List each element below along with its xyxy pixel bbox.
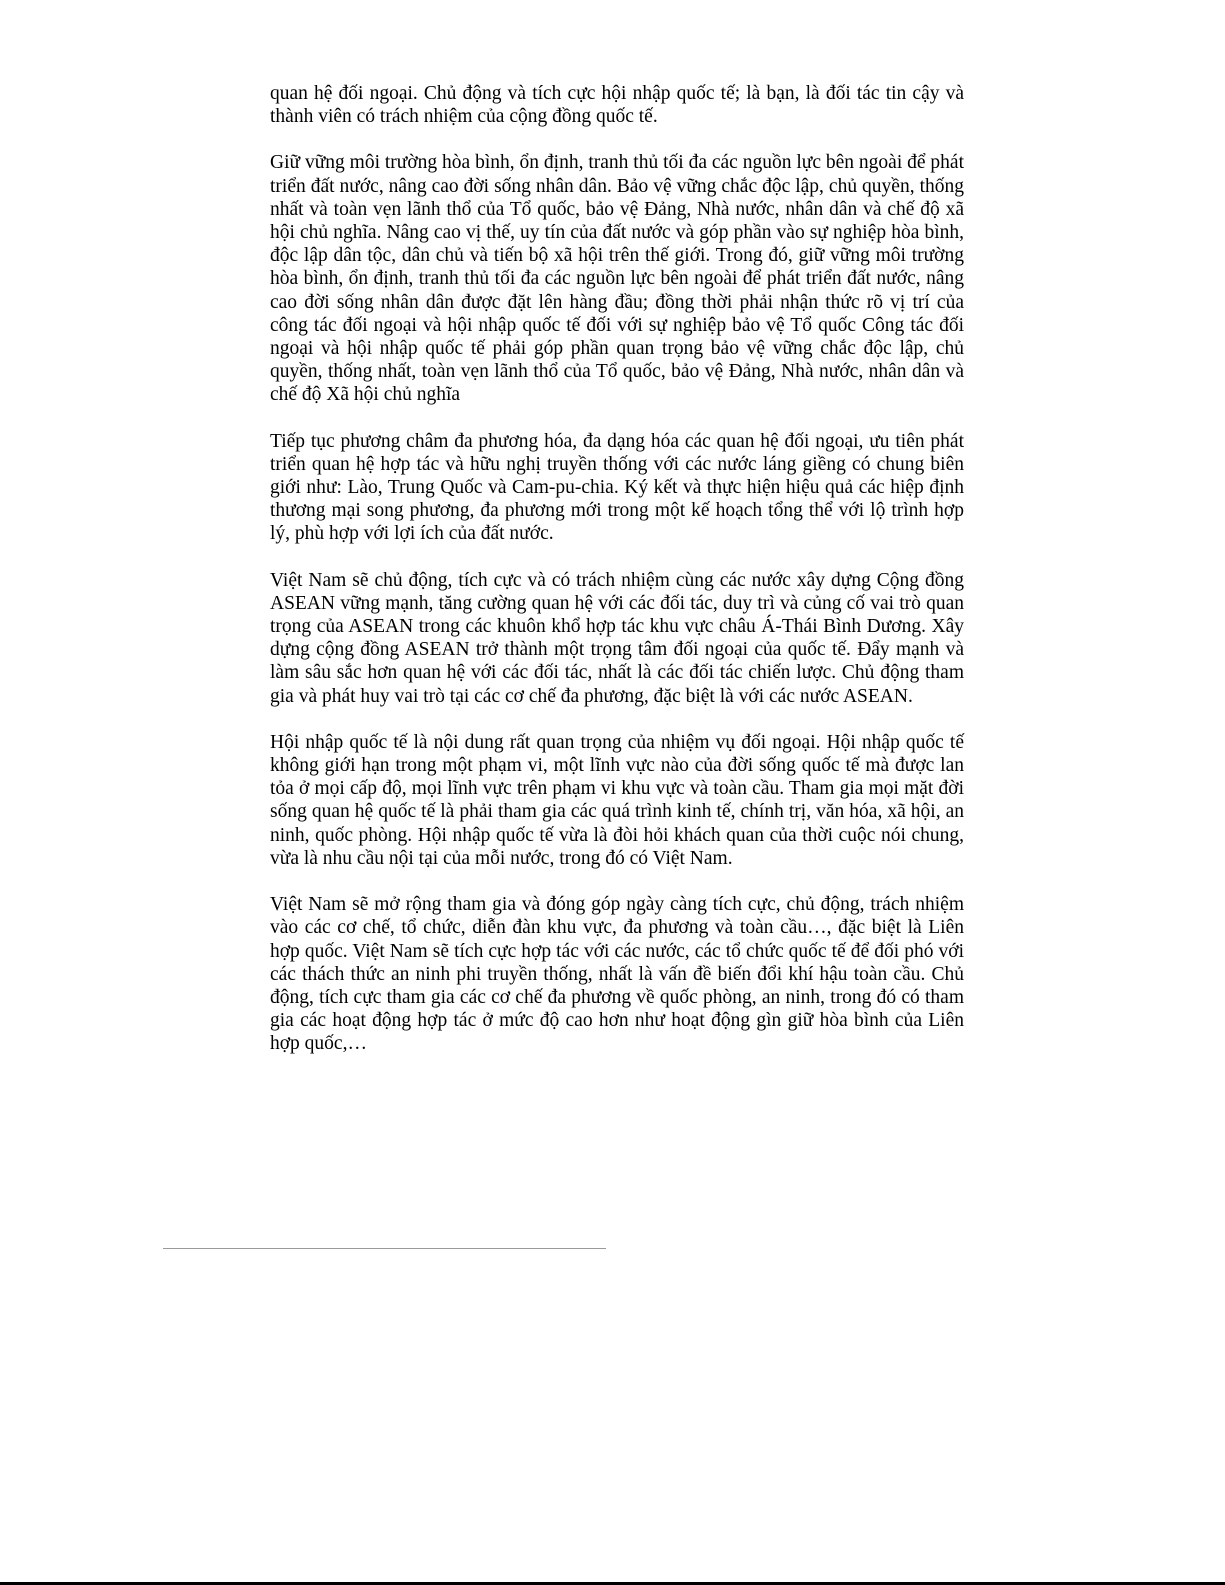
- paragraph-4: Việt Nam sẽ chủ động, tích cực và có trách nhiệm cùng các nước xây dựng Cộng đồng ASEAN vững mạnh, tăng cường quan hệ với các đối tác, duy trì và củng cố vai trò quan trọng của ASEAN trong các khuôn khổ hợp tác khu vực châu Á-Thái Bình Dương. Xây dựng cộng đồng ASEAN trở thành một trọng tâm đối ngoại của quốc tế. Đẩy mạnh và làm sâu sắc hơn quan hệ với các đối tác, nhất là các đối tác chiến lược. Chủ động tham gia và phát huy vai trò tại các cơ chế đa phương, đặc biệt là với các nước ASEAN.: [270, 569, 964, 707]
- footnote-separator: [163, 1248, 606, 1249]
- paragraph-3: Tiếp tục phương châm đa phương hóa, đa dạng hóa các quan hệ đối ngoại, ưu tiên phát triển quan hệ hợp tác và hữu nghị truyền thống với các nước láng giềng có chung biên giới như: Lào, Trung Quốc và Cam-pu-chia. Ký kết và thực hiện hiệu quả các hiệp định thương mại song phương, đa phương mới trong một kế hoạch tổng thể với lộ trình hợp lý, phù hợp với lợi ích của đất nước.: [270, 430, 964, 545]
- document-body: [270, 82, 964, 1079]
- paragraph-2: Giữ vững môi trường hòa bình, ổn định, tranh thủ tối đa các nguồn lực bên ngoài để phát triển đất nước, nâng cao đời sống nhân dân. Bảo vệ vững chắc độc lập, chủ quyền, thống nhất và toàn vẹn lãnh thổ của Tổ quốc, bảo vệ Đảng, Nhà nước, nhân dân và chế độ xã hội chủ nghĩa. Nâng cao vị thế, uy tín của đất nước và góp phần vào sự nghiệp hòa bình, độc lập dân tộc, dân chủ và tiến bộ xã hội trên thế giới. Trong đó, giữ vững môi trường hòa bình, ổn định, tranh thủ tối đa các nguồn lực bên ngoài để phát triển đất nước, nâng cao đời sống nhân dân được đặt lên hàng đầu; đồng thời phải nhận thức rõ vị trí của công tác đối ngoại và hội nhập quốc tế đối với sự nghiệp bảo vệ Tổ quốc Công tác đối ngoại và hội nhập quốc tế phải góp phần quan trọng bảo vệ vững chắc độc lập, chủ quyền, thống nhất, toàn vẹn lãnh thổ của Tổ quốc, bảo vệ Đảng, Nhà nước, nhân dân và chế độ Xã hội chủ nghĩa: [270, 152, 964, 406]
- paragraph-1: quan hệ đối ngoại. Chủ động và tích cực hội nhập quốc tế; là bạn, là đối tác tin cậy và thành viên có trách nhiệm của cộng đồng quốc tế.: [270, 83, 964, 128]
- paragraph-6: Việt Nam sẽ mở rộng tham gia và đóng góp ngày càng tích cực, chủ động, trách nhiệm vào các cơ chế, tổ chức, diễn đàn khu vực, đa phương và toàn cầu…, đặc biệt là Liên hợp quốc. Việt Nam sẽ tích cực hợp tác với các nước, các tổ chức quốc tế để đối phó với các thách thức an ninh phi truyền thống, nhất là vấn đề biến đổi khí hậu toàn cầu. Chủ động, tích cực tham gia các cơ chế đa phương về quốc phòng, an ninh, trong đó có tham gia các hoạt động hợp tác ở mức độ cao hơn như hoạt động gìn giữ hòa bình của Liên hợp quốc,…: [270, 894, 964, 1055]
- paragraph-5: Hội nhập quốc tế là nội dung rất quan trọng của nhiệm vụ đối ngoại. Hội nhập quốc tế không giới hạn trong một phạm vi, một lĩnh vực nào của đời sống quốc tế mà được lan tỏa ở mọi cấp độ, mọi lĩnh vực trên phạm vi khu vực và toàn cầu. Tham gia mọi mặt đời sống quan hệ quốc tế là phải tham gia các quá trình kinh tế, chính trị, văn hóa, xã hội, an ninh, quốc phòng. Hội nhập quốc tế vừa là đòi hỏi khách quan của thời cuộc nói chung, vừa là nhu cầu nội tại của mỗi nước, trong đó có Việt Nam.: [270, 731, 964, 869]
